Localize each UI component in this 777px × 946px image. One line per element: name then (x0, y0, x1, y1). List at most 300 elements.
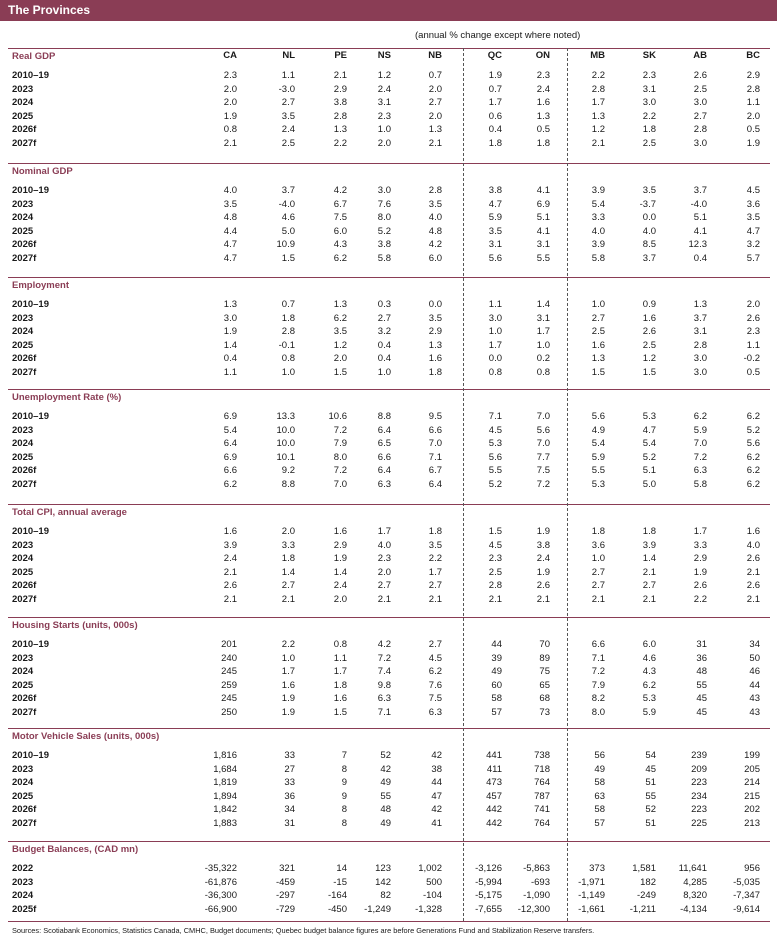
section-title: Unemployment Rate (%) (12, 392, 122, 403)
cell-ca: 201 (221, 639, 237, 650)
cell-pe: 1.5 (333, 707, 347, 718)
cell-nb: 44 (431, 777, 442, 789)
cell-sk: 2.3 (642, 70, 656, 81)
row-label: 2026f (12, 465, 37, 477)
cell-bc: 0.5 (746, 367, 760, 378)
column-header-nb: NB (428, 50, 442, 61)
cell-nb: 4.8 (428, 225, 442, 237)
cell-pe: 6.7 (333, 198, 347, 210)
cell-pe: 4.3 (333, 239, 347, 251)
cell-mb: 1.0 (591, 299, 605, 310)
cell-bc: 213 (744, 818, 760, 829)
cell-qc: 58 (491, 693, 502, 705)
row-label: 2025 (12, 566, 34, 578)
cell-ab: 31 (696, 639, 707, 650)
cell-sk: 5.1 (642, 465, 656, 477)
cell-mb: -1,149 (578, 890, 605, 902)
cell-nl: -0.1 (278, 339, 295, 351)
cell-bc: 2.6 (746, 312, 760, 324)
cell-qc: 3.1 (488, 239, 502, 251)
cell-sk: 182 (640, 876, 656, 888)
section-title: Housing Starts (units, 000s) (12, 620, 138, 631)
table-row (0, 579, 777, 592)
cell-mb: 7.2 (591, 666, 605, 678)
table-row (0, 83, 777, 96)
cell-nl: 2.8 (281, 326, 295, 338)
column-header-mb: MB (590, 50, 605, 61)
cell-mb: 1.2 (591, 124, 605, 136)
cell-nl: -459 (275, 876, 295, 888)
cell-pe: 2.2 (333, 138, 347, 149)
cell-sk: 1.4 (642, 553, 656, 565)
cell-mb: 1.6 (591, 339, 605, 351)
cell-ca: 245 (221, 693, 237, 705)
cell-bc: -0.2 (743, 353, 760, 365)
cell-on: 5.1 (536, 212, 550, 224)
cell-mb: 7.1 (591, 652, 605, 664)
cell-ab: 5.1 (693, 212, 707, 224)
cell-ns: 49 (380, 777, 391, 789)
cell-nb: 2.1 (428, 594, 442, 605)
cell-nl: 0.7 (281, 299, 295, 310)
cell-on: 2.1 (536, 594, 550, 605)
cell-nb: 6.7 (428, 465, 442, 477)
table-row (0, 352, 777, 365)
cell-on: 1.8 (536, 138, 550, 149)
cell-nl: 8.8 (281, 479, 295, 490)
cell-on: -1,090 (523, 890, 550, 902)
cell-sk: 2.6 (642, 326, 656, 338)
section-title: Employment (12, 280, 70, 291)
cell-qc: 4.5 (488, 539, 502, 551)
cell-bc: 2.0 (746, 299, 760, 310)
cell-nl: 10.1 (276, 451, 295, 463)
column-header-ca: CA (223, 50, 237, 61)
cell-sk: 1.8 (642, 526, 656, 537)
cell-ns: 2.0 (377, 566, 391, 578)
table-row (0, 817, 777, 830)
cell-ab: 4.1 (693, 225, 707, 237)
cell-bc: 956 (744, 863, 760, 874)
cell-ab: 2.6 (693, 580, 707, 592)
cell-sk: 1.2 (642, 353, 656, 365)
row-label: 2010–19 (12, 299, 49, 310)
cell-ns: 2.7 (377, 312, 391, 324)
cell-mb: 3.9 (591, 185, 605, 196)
cell-bc: 1.1 (746, 339, 760, 351)
column-header-on: ON (535, 50, 550, 61)
cell-qc: 0.7 (488, 83, 502, 95)
cell-pe: 1.8 (333, 679, 347, 691)
table-row (0, 776, 777, 789)
cell-ns: 2.1 (377, 594, 391, 605)
cell-ns: 2.0 (377, 138, 391, 149)
units-note: (annual % change except where noted) (415, 30, 581, 41)
cell-mb: 2.7 (591, 566, 605, 578)
table-row (0, 790, 777, 803)
cell-pe: 1.2 (333, 339, 347, 351)
cell-ns: 1.2 (377, 70, 391, 81)
cell-mb: 3.6 (591, 539, 605, 551)
cell-nb: 0.7 (428, 70, 442, 81)
cell-ns: 3.1 (377, 97, 391, 109)
row-label: 2027f (12, 253, 37, 264)
cell-qc: -5,994 (475, 876, 502, 888)
cell-qc: 0.0 (488, 353, 502, 365)
cell-pe: -450 (327, 903, 347, 915)
source-note: Sources: Scotiabank Economics, Statistics Canada, CMHC, Budget documents; Quebec budget balance figures are before Generations Fund and Stabilization Reserve transfers. (12, 926, 595, 935)
cell-ns: 7.2 (377, 652, 391, 664)
cell-ns: 7.6 (377, 198, 391, 210)
cell-sk: 2.7 (642, 580, 656, 592)
cell-on: 0.5 (536, 124, 550, 136)
cell-nl: 33 (284, 750, 295, 761)
cell-ns: 55 (380, 790, 391, 802)
cell-ab: 2.5 (693, 83, 707, 95)
cell-pe: 4.2 (333, 185, 347, 196)
column-header-qc: QC (487, 50, 502, 61)
cell-nl: 1.1 (281, 70, 295, 81)
cell-on: 764 (534, 777, 550, 789)
row-label: 2024 (12, 666, 34, 678)
cell-nb: 2.1 (428, 138, 442, 149)
cell-ab: 239 (691, 750, 707, 761)
cell-bc: 50 (749, 652, 760, 664)
cell-nl: 2.7 (281, 580, 295, 592)
row-label: 2027f (12, 818, 37, 829)
cell-ca: 1.9 (223, 326, 237, 338)
section-title: Real GDP (12, 51, 56, 62)
cell-sk: 4.3 (642, 666, 656, 678)
cell-ns: 49 (380, 818, 391, 829)
cell-nl: 1.5 (281, 253, 295, 264)
cell-qc: 3.5 (488, 225, 502, 237)
cell-sk: 52 (645, 804, 656, 816)
cell-ca: 6.9 (223, 411, 237, 422)
cell-ab: 1.7 (693, 526, 707, 537)
cell-ab: 223 (691, 804, 707, 816)
section-divider (8, 277, 770, 278)
cell-ns: 2.7 (377, 580, 391, 592)
cell-pe: 1.4 (333, 566, 347, 578)
cell-ca: 3.9 (223, 539, 237, 551)
cell-ns: 0.3 (377, 299, 391, 310)
cell-on: 3.8 (536, 539, 550, 551)
cell-nl: 9.2 (281, 465, 295, 477)
table-row (0, 298, 777, 311)
table-row (0, 706, 777, 719)
cell-qc: 2.1 (488, 594, 502, 605)
table-row (0, 652, 777, 665)
cell-nb: 7.5 (428, 693, 442, 705)
cell-on: 7.0 (536, 438, 550, 450)
row-label: 2023 (12, 424, 34, 436)
table-row (0, 238, 777, 251)
table-row (0, 339, 777, 352)
cell-nb: 7.6 (428, 679, 442, 691)
cell-ab: 2.9 (693, 553, 707, 565)
cell-nl: -729 (275, 903, 295, 915)
cell-pe: 2.0 (333, 353, 347, 365)
cell-on: -5,863 (523, 863, 550, 874)
cell-sk: 1.5 (642, 367, 656, 378)
cell-mb: 2.5 (591, 326, 605, 338)
cell-nl: 31 (284, 818, 295, 829)
table-row (0, 862, 777, 875)
cell-ns: 82 (380, 890, 391, 902)
cell-mb: 2.1 (591, 138, 605, 149)
cell-mb: 57 (594, 818, 605, 829)
cell-sk: 5.3 (642, 693, 656, 705)
cell-nb: 41 (431, 818, 442, 829)
cell-pe: 1.6 (333, 526, 347, 537)
cell-mb: -1,661 (578, 903, 605, 915)
cell-bc: 3.2 (746, 239, 760, 251)
row-label: 2025 (12, 790, 34, 802)
cell-on: 4.1 (536, 185, 550, 196)
cell-pe: 1.7 (333, 666, 347, 678)
cell-ca: -66,900 (204, 903, 237, 915)
cell-sk: -249 (636, 890, 656, 902)
cell-on: 6.9 (536, 198, 550, 210)
cell-ab: 48 (696, 666, 707, 678)
cell-mb: 1.7 (591, 97, 605, 109)
cell-qc: -7,655 (475, 903, 502, 915)
cell-ab: 2.7 (693, 110, 707, 122)
cell-sk: -1,211 (629, 903, 656, 915)
cell-pe: 3.5 (333, 326, 347, 338)
cell-nl: 1.8 (281, 312, 295, 324)
cell-nb: -104 (422, 890, 442, 902)
cell-on: 89 (539, 652, 550, 664)
cell-qc: 1.8 (488, 138, 502, 149)
cell-on: 5.6 (536, 424, 550, 436)
section-divider (8, 389, 770, 390)
column-header-bc: BC (746, 50, 760, 61)
cell-mb: 1.0 (591, 553, 605, 565)
cell-ab: 2.2 (693, 594, 707, 605)
cell-ab: 2.8 (693, 339, 707, 351)
cell-bc: -9,614 (733, 903, 760, 915)
cell-nl: 1.0 (281, 652, 295, 664)
cell-pe: 7.2 (333, 424, 347, 436)
cell-bc: 2.6 (746, 553, 760, 565)
cell-bc: 2.9 (746, 70, 760, 81)
cell-pe: 2.9 (333, 539, 347, 551)
table-row (0, 692, 777, 705)
cell-ca: 4.7 (223, 253, 237, 264)
cell-on: 1.9 (536, 526, 550, 537)
cell-nl: 1.7 (281, 666, 295, 678)
cell-bc: 215 (744, 790, 760, 802)
cell-mb: 4.9 (591, 424, 605, 436)
cell-nb: 38 (431, 763, 442, 775)
cell-ca: 1,894 (213, 790, 237, 802)
cell-ca: 2.4 (223, 553, 237, 565)
cell-on: 2.4 (536, 83, 550, 95)
cell-nb: 42 (431, 804, 442, 816)
cell-ab: 6.2 (693, 411, 707, 422)
cell-bc: 6.2 (746, 479, 760, 490)
cell-nb: 2.8 (428, 185, 442, 196)
cell-nb: 2.7 (428, 639, 442, 650)
cell-nl: 2.5 (281, 138, 295, 149)
cell-ab: 3.0 (693, 138, 707, 149)
cell-bc: 2.1 (746, 594, 760, 605)
cell-on: 65 (539, 679, 550, 691)
cell-ca: 3.0 (223, 312, 237, 324)
cell-on: 2.6 (536, 580, 550, 592)
cell-on: 3.1 (536, 312, 550, 324)
section-divider (8, 841, 770, 842)
row-label: 2022 (12, 863, 34, 874)
cell-mb: -1,971 (578, 876, 605, 888)
cell-ns: 1.7 (377, 526, 391, 537)
cell-ca: 4.7 (223, 239, 237, 251)
cell-qc: 2.8 (488, 580, 502, 592)
cell-bc: 3.6 (746, 198, 760, 210)
row-label: 2025 (12, 225, 34, 237)
cell-on: 73 (539, 707, 550, 718)
cell-on: 1.9 (536, 566, 550, 578)
cell-nb: 42 (431, 750, 442, 761)
cell-qc: 4.7 (488, 198, 502, 210)
cell-nb: 6.0 (428, 253, 442, 264)
cell-ns: 8.8 (377, 411, 391, 422)
section-divider (8, 617, 770, 618)
cell-pe: 7.2 (333, 465, 347, 477)
cell-qc: 4.5 (488, 424, 502, 436)
section-divider (8, 504, 770, 505)
table-row (0, 366, 777, 379)
cell-ca: 6.9 (223, 451, 237, 463)
cell-ab: 1.9 (693, 566, 707, 578)
cell-nl: 27 (284, 763, 295, 775)
cell-qc: 473 (486, 777, 502, 789)
table-row (0, 437, 777, 450)
cell-qc: 49 (491, 666, 502, 678)
cell-pe: 10.6 (328, 411, 347, 422)
cell-bc: 0.5 (746, 124, 760, 136)
cell-mb: 2.8 (591, 83, 605, 95)
cell-nl: 34 (284, 804, 295, 816)
cell-ab: 223 (691, 777, 707, 789)
cell-ab: 3.0 (693, 97, 707, 109)
section-title: Motor Vehicle Sales (units, 000s) (12, 731, 160, 742)
row-label: 2024 (12, 553, 34, 565)
row-label: 2024 (12, 890, 34, 902)
cell-bc: 5.2 (746, 424, 760, 436)
cell-bc: 46 (749, 666, 760, 678)
cell-bc: 44 (749, 679, 760, 691)
cell-bc: 214 (744, 777, 760, 789)
column-header-nl: NL (282, 50, 295, 61)
cell-sk: 51 (645, 777, 656, 789)
section-divider (8, 48, 770, 49)
cell-ns: 42 (380, 763, 391, 775)
cell-qc: 1.0 (488, 326, 502, 338)
cell-mb: 5.9 (591, 451, 605, 463)
cell-pe: 1.9 (333, 553, 347, 565)
cell-sk: 5.3 (642, 411, 656, 422)
row-label: 2023 (12, 763, 34, 775)
table-row (0, 211, 777, 224)
cell-on: 3.1 (536, 239, 550, 251)
cell-qc: 1.7 (488, 97, 502, 109)
cell-nb: 0.0 (428, 299, 442, 310)
cell-pe: 3.8 (333, 97, 347, 109)
cell-nb: 1.6 (428, 353, 442, 365)
cell-sk: 1.6 (642, 312, 656, 324)
cell-sk: 4.6 (642, 652, 656, 664)
cell-on: 7.7 (536, 451, 550, 463)
cell-sk: 45 (645, 763, 656, 775)
table-row (0, 763, 777, 776)
cell-nb: 1.3 (428, 124, 442, 136)
row-label: 2027f (12, 479, 37, 490)
cell-on: 2.4 (536, 553, 550, 565)
cell-pe: 14 (336, 863, 347, 874)
cell-ca: 240 (221, 652, 237, 664)
cell-sk: 4.0 (642, 225, 656, 237)
table-row (0, 198, 777, 211)
cell-nb: 9.5 (428, 411, 442, 422)
cell-ab: 234 (691, 790, 707, 802)
cell-ab: 2.8 (693, 124, 707, 136)
cell-ca: -35,322 (204, 863, 237, 874)
cell-qc: 0.4 (488, 124, 502, 136)
cell-ca: 4.4 (223, 225, 237, 237)
table-row (0, 225, 777, 238)
table-row (0, 96, 777, 109)
cell-on: 7.0 (536, 411, 550, 422)
section-title: Total CPI, annual average (12, 507, 127, 518)
cell-ca: 4.0 (223, 185, 237, 196)
cell-ns: 3.2 (377, 326, 391, 338)
cell-ns: 4.2 (377, 639, 391, 650)
cell-qc: 442 (486, 804, 502, 816)
cell-ns: 142 (375, 876, 391, 888)
cell-mb: 3.3 (591, 212, 605, 224)
cell-ns: 6.4 (377, 465, 391, 477)
table-row (0, 325, 777, 338)
cell-on: 718 (534, 763, 550, 775)
table-row (0, 876, 777, 889)
cell-qc: 7.1 (488, 411, 502, 422)
cell-ab: 55 (696, 679, 707, 691)
cell-nl: 1.4 (281, 566, 295, 578)
cell-bc: 1.1 (746, 97, 760, 109)
cell-mb: 58 (594, 804, 605, 816)
row-label: 2026f (12, 239, 37, 251)
cell-ca: 250 (221, 707, 237, 718)
cell-on: 0.2 (536, 353, 550, 365)
table-row (0, 566, 777, 579)
cell-bc: 1.9 (746, 138, 760, 149)
cell-on: 764 (534, 818, 550, 829)
cell-nl: 1.0 (281, 367, 295, 378)
cell-ns: 6.5 (377, 438, 391, 450)
cell-mb: 1.3 (591, 353, 605, 365)
cell-mb: 7.9 (591, 679, 605, 691)
cell-on: 7.2 (536, 479, 550, 490)
cell-qc: 3.0 (488, 312, 502, 324)
row-label: 2027f (12, 707, 37, 718)
cell-ns: 6.3 (377, 479, 391, 490)
row-label: 2026f (12, 124, 37, 136)
cell-sk: 3.5 (642, 185, 656, 196)
cell-qc: 5.6 (488, 253, 502, 264)
